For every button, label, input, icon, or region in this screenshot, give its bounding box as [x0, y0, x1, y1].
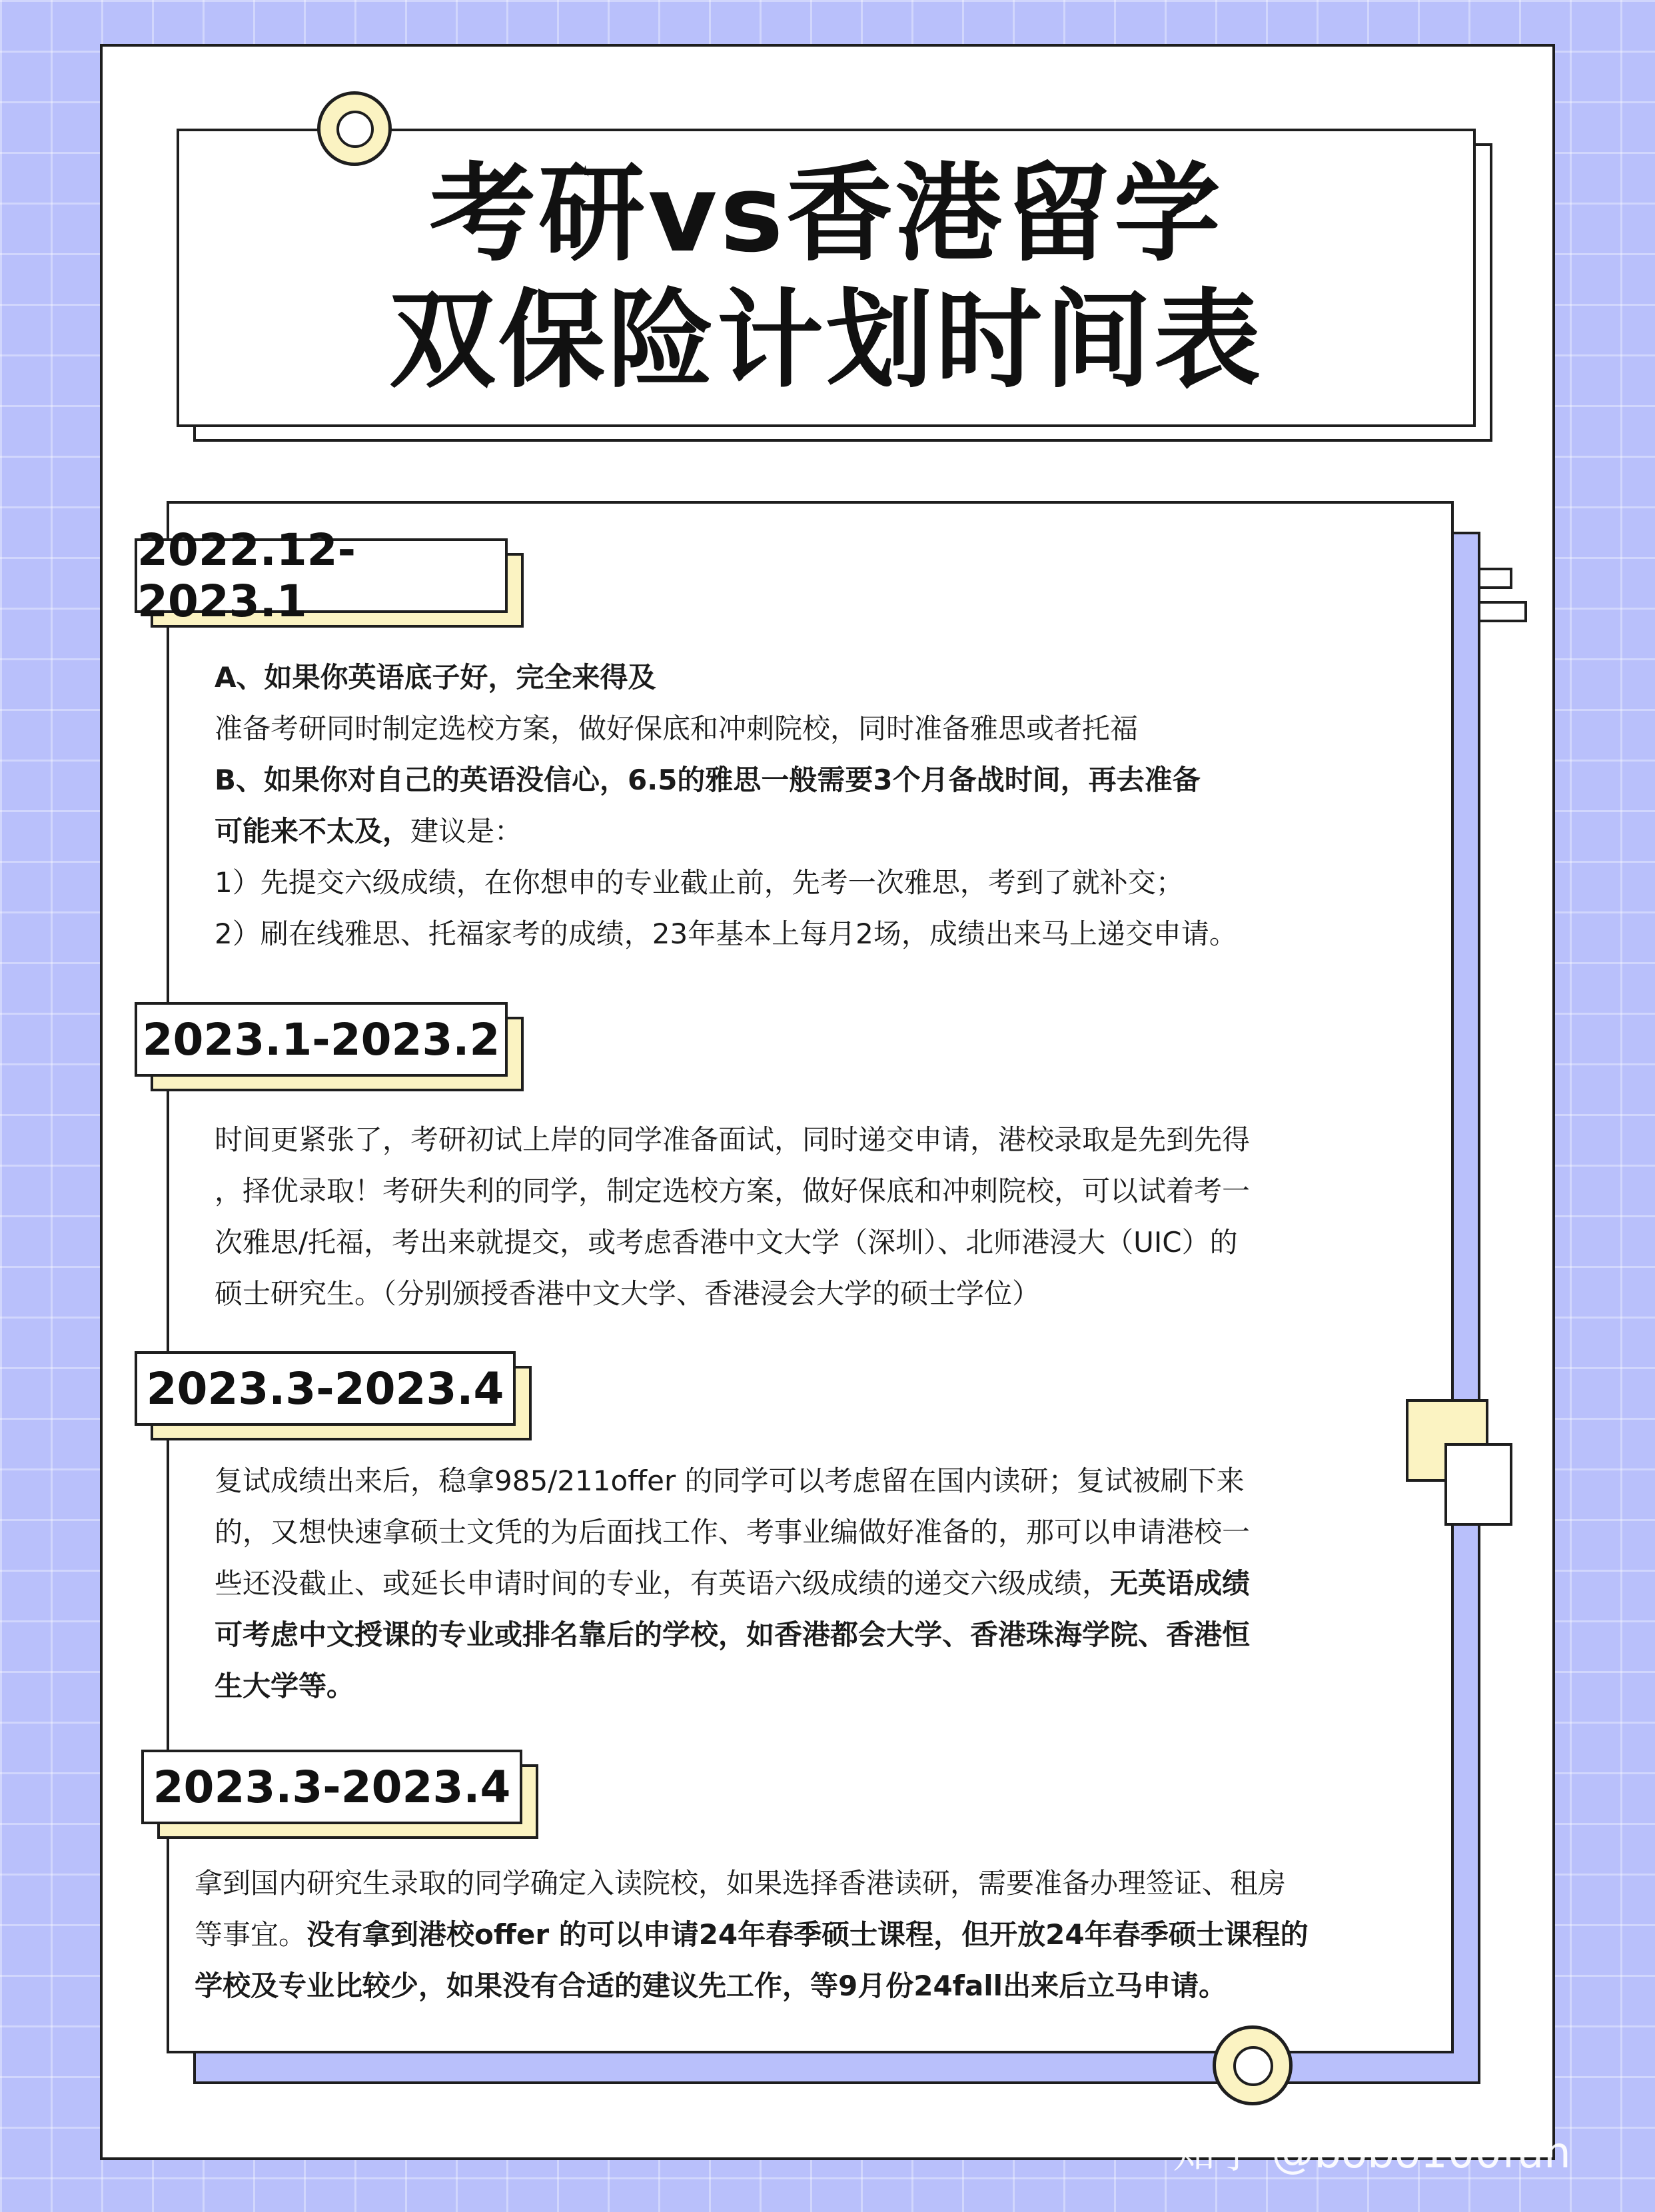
title-line-1: 考研vs香港留学	[429, 151, 1223, 276]
text-line: 建议是：	[410, 815, 523, 847]
section-text	[195, 1858, 1440, 2011]
text-line: B、如果你对自己的英语没信心，6.5的雅思一般需要3个月备战时间，再去准备	[215, 764, 1201, 796]
date-badge: 2023.1-2023.2	[135, 1002, 508, 1077]
date-badge: 2023.3-2023.4	[141, 1750, 522, 1824]
bottom-ring-decoration	[1213, 2025, 1293, 2105]
title-line-2: 双保险计划时间表	[388, 278, 1263, 402]
text-line: 时间更紧张了，考研初试上岸的同学准备面试，同时递交申请，港校录取是先到先得	[215, 1123, 1251, 1156]
text-line: ，择优录取！考研失利的同学，制定选校方案，做好保底和冲刺院校，可以试着考一	[215, 1175, 1251, 1207]
text-line: 等事宜。	[195, 1918, 307, 1951]
title-ring-inner	[336, 111, 374, 148]
section-text	[215, 652, 1427, 959]
text-line: 硕士研究生。（分别颁授香港中文大学、香港浸会大学的硕士学位）	[215, 1277, 1041, 1310]
text-line: 没有拿到港校offer 的可以申请24年春季硕士课程，但开放24年春季硕士课程的	[306, 1918, 1309, 1951]
watermark: 知乎 @bobo100fun	[1173, 2129, 1571, 2178]
text-line: 复试成绩出来后，稳拿985/211offer 的同学可以考虑留在国内读研；复试被刷下来	[215, 1464, 1245, 1497]
text-line: 准备考研同时制定选校方案，做好保底和冲刺院校，同时准备雅思或者托福	[215, 712, 1139, 745]
section-text	[215, 1114, 1427, 1319]
text-line: 可能来不太及，	[215, 815, 411, 847]
text-line: 生大学等。	[215, 1670, 355, 1702]
text-line: 无英语成绩	[1110, 1567, 1251, 1600]
text-line: 学校及专业比较少，如果没有合适的建议先工作，等9月份24fall出来后立马申请。	[195, 1969, 1227, 2002]
text-line: A、如果你英语底子好，完全来得及	[215, 661, 656, 694]
text-line: 可考虑中文授课的专业或排名靠后的学校，如香港都会大学、香港珠海学院、香港恒	[215, 1618, 1251, 1651]
date-badge: 2022.12-2023.1	[135, 538, 508, 613]
section-text	[215, 1455, 1427, 1712]
text-line: 1）先提交六级成绩，在你想申的专业截止前，先考一次雅思，考到了就补交；	[215, 866, 1184, 899]
decoration-square-white	[1444, 1443, 1512, 1526]
date-badge: 2023.3-2023.4	[135, 1351, 516, 1426]
text-line: 次雅思/托福，考出来就提交，或考虑香港中文大学（深圳）、北师港浸大（UIC）的	[215, 1226, 1238, 1259]
text-line: 的，又想快速拿硕士文凭的为后面找工作、考事业编做好准备的，那可以申请港校一	[215, 1516, 1251, 1548]
bottom-ring-inner	[1233, 2046, 1273, 2086]
text-line: 2）刷在线雅思、托福家考的成绩，23年基本上每月2场，成绩出来马上递交申请。	[215, 917, 1237, 950]
text-line: 拿到国内研究生录取的同学确定入读院校，如果选择香港读研，需要准备办理签证、租房	[195, 1867, 1287, 1900]
text-line: 些还没截止、或延长申请时间的专业，有英语六级成绩的递交六级成绩，	[215, 1567, 1111, 1600]
